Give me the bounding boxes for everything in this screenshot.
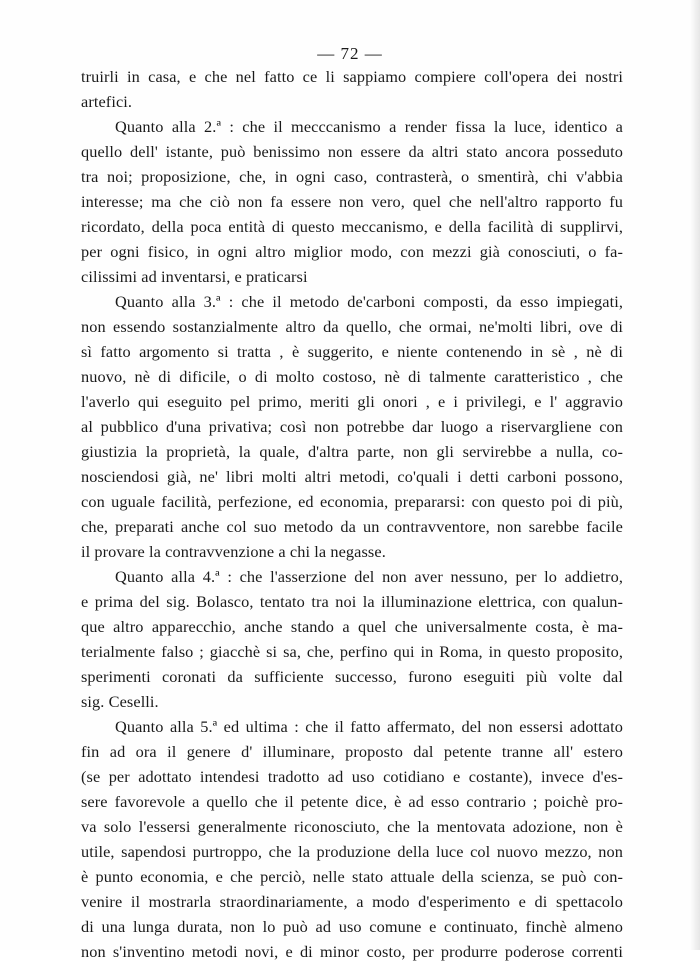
body-text [81, 64, 623, 964]
text-line: non s'inventino metodi novi, e di minor costo, per produrre poderose correnti [81, 942, 623, 961]
text-line: il provare la contravvenzione a chi la negasse. [81, 542, 386, 561]
text-line: sperimenti coronati da sufficiente successo, furono eseguiti più volte dal [81, 667, 623, 686]
text-line: ricordato, della poca entità di questo meccanismo, e della facilità di supplirvi, [81, 217, 623, 236]
text-line: sere favorevole a quello che il petente dice, è ad esso contrario ; poichè pro- [81, 792, 623, 811]
text-line: nuovo, nè di dificile, o di molto costoso, nè di talmente caratteristico , che [81, 367, 623, 386]
text-line: nosciendosi già, ne' libri molti altri metodi, co'quali i detti carboni possono, [81, 467, 623, 486]
page-edge-shadow [690, 0, 700, 950]
text-line: l'averlo qui eseguito pel primo, meriti gli onori , e i privilegi, e l' aggravio [81, 392, 623, 411]
text-line: cilissimi ad inventarsi, e praticarsi [81, 267, 308, 286]
text-line: va solo l'essersi generalmente riconosciuto, che la mentovata adozione, non è [81, 817, 623, 836]
paragraph-first-line: Quanto alla 5.ª ed ultima : che il fatto affermato, del non essersi adottato [115, 717, 623, 736]
text-line: con uguale facilità, perfezione, ed economia, prepararsi: con questo poi di più, [81, 492, 623, 511]
text-line: truirli in casa, e che nel fatto ce li sappiamo compiere coll'opera dei nostri [81, 67, 623, 86]
text-line: giustizia la proprietà, la quale, d'altra parte, non gli servirebbe a nulla, co- [81, 442, 623, 461]
text-line: e prima del sig. Bolasco, tentato tra noi la illuminazione elettrica, con qualun- [81, 592, 623, 611]
text-line: sig. Ceselli. [81, 692, 159, 711]
text-line: per ogni fisico, in ogni altro miglior modo, con mezzi già conosciuti, o fa- [81, 242, 623, 261]
paragraph-first-line: Quanto alla 4.ª : che l'asserzione del non aver nessuno, per lo addietro, [115, 567, 623, 586]
text-line: que altro apparecchio, anche stando a quel che universalmente costa, è ma- [81, 617, 623, 636]
text-line: tra noi; proposizione, che, in ogni caso, contrasterà, o smentirà, chi v'abbia [81, 167, 623, 186]
text-line: utile, sapendosi purtroppo, che la produzione della luce col nuovo mezzo, non [81, 842, 623, 861]
text-line: artefici. [81, 92, 133, 111]
text-line: quello dell' istante, può benissimo non essere da altri stato ancora posseduto [81, 142, 623, 161]
page-number: — 72 — [317, 44, 383, 63]
text-line: che, preparati anche col suo metodo da un contravventore, non sarebbe facile [81, 517, 623, 536]
text-line: non essendo sostanzialmente altro da quello, che ormai, ne'molti libri, ove di [81, 317, 623, 336]
text-line: sì fatto argomento si tratta , è suggerito, e niente contenendo in sè , nè di [81, 342, 623, 361]
text-line: venire il mostrarla straordinariamente, a modo d'esperimento e di spettacolo [81, 892, 623, 911]
text-line: (se per adottato intendesi tradotto ad uso cotidiano e costante), invece d'es- [81, 767, 623, 786]
paragraph-first-line: Quanto alla 3.ª : che il metodo de'carboni composti, da esso impiegati, [115, 292, 623, 311]
paragraph-first-line: Quanto alla 2.ª : che il mecccanismo a render fissa la luce, identico a [115, 117, 623, 136]
text-line: fin ad ora il genere d' illuminare, proposto dal petente tranne all' estero [81, 742, 623, 761]
text-line: terialmente falso ; giacchè si sa, che, perfino qui in Roma, in questo proposito, [81, 642, 623, 661]
text-line: al pubblico d'una privativa; così non potrebbe dar luogo a riservargliene con [81, 417, 623, 436]
text-line: è punto economia, e che perciò, nelle stato attuale della scienza, se può con- [81, 867, 623, 886]
text-line: interesse; ma che ciò non fa essere non vero, quel che nell'altro rapporto fu [81, 192, 623, 211]
text-line: di una lunga durata, non lo può ad uso comune e continuato, finchè almeno [81, 917, 623, 936]
